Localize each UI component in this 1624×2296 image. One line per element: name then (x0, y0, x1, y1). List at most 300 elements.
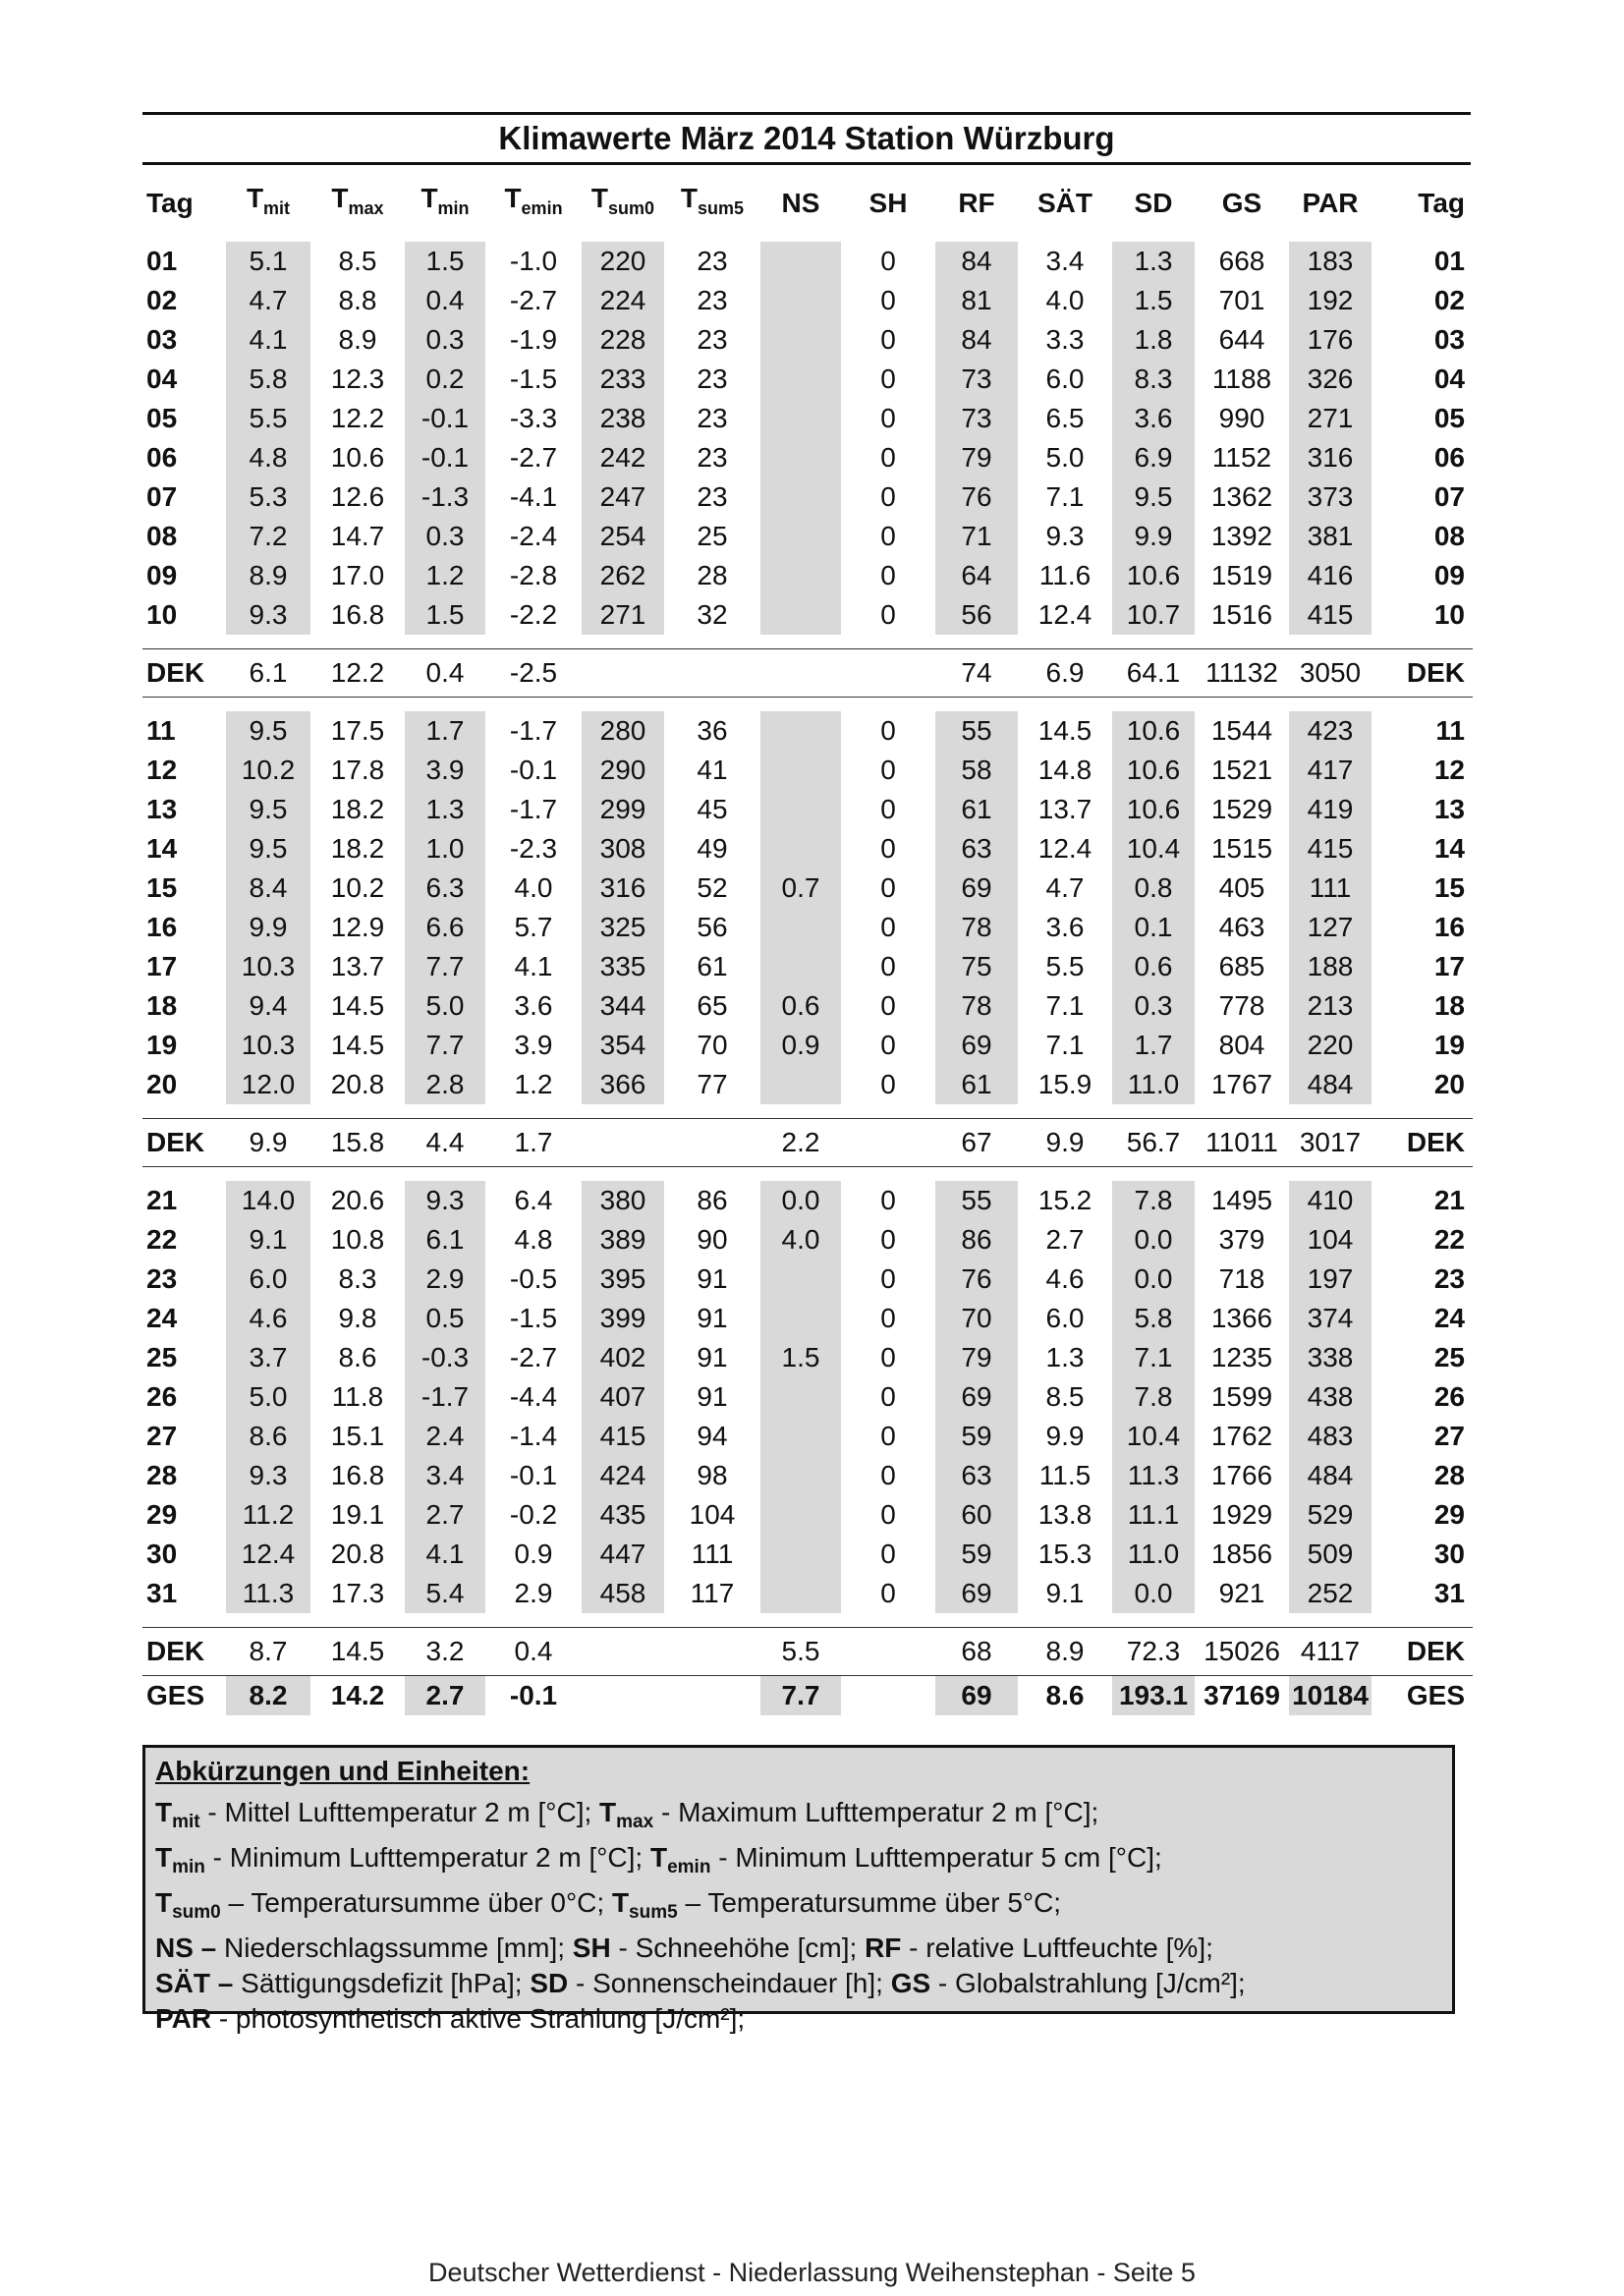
legend-abbreviation (155, 1968, 233, 1998)
cell-tmit: 5.0 (223, 1377, 313, 1417)
cell-tmit: 9.5 (223, 829, 313, 868)
cell-temin: -1.9 (509, 324, 558, 355)
cell-tsum0: 354 (579, 1026, 667, 1065)
cell-tag-right: 13 (1433, 794, 1465, 824)
cell-sh: 0 (880, 833, 896, 864)
cell-tag-right: 28 (1433, 1460, 1465, 1490)
cell-temin: -1.4 (509, 1421, 558, 1451)
cell-sh: 0 (880, 1069, 896, 1099)
cell-tmin: 1.2 (402, 556, 488, 595)
cell-tsum5: 23 (697, 442, 728, 473)
cell-saet: 1.3 (1045, 1342, 1085, 1372)
table-row (142, 281, 1473, 320)
cell-tmit: 9.3 (223, 1456, 313, 1495)
cell-tag: 20 (146, 1069, 178, 1099)
cell-tmax: 9.8 (338, 1303, 377, 1333)
cell-tmax: 17.5 (330, 715, 385, 746)
cell-par: 213 (1286, 986, 1374, 1026)
table-row (142, 438, 1473, 477)
cell-sh: 0 (880, 912, 896, 942)
cell-rf: 84 (932, 242, 1021, 281)
cell-tmin: -0.1 (402, 438, 488, 477)
cell-tag-right: 10 (1433, 599, 1465, 630)
cell-ns (757, 399, 844, 438)
cell-sh (844, 649, 932, 698)
cell-tag-right: 04 (1433, 364, 1465, 394)
cell-gs: 718 (1218, 1263, 1265, 1294)
cell-temin: -3.3 (509, 403, 558, 433)
cell-tmin: -0.3 (402, 1338, 488, 1377)
cell-tsum5: 111 (691, 1539, 734, 1569)
cell-tmit: 9.3 (223, 595, 313, 635)
cell-rf: 63 (932, 829, 1021, 868)
table-row (142, 1574, 1473, 1613)
cell-tsum0: 325 (579, 908, 667, 947)
cell-sd: 6.9 (1109, 438, 1198, 477)
cell-tmax: 14.7 (330, 521, 385, 551)
cell-sd: 0.0 (1109, 1220, 1198, 1260)
cell-temin: -1.5 (509, 1303, 558, 1333)
cell-tmin: 0.4 (425, 657, 465, 688)
cell-par: 381 (1286, 517, 1374, 556)
cell-tmit: 6.1 (249, 657, 288, 688)
cell-tsum5: 32 (697, 599, 728, 630)
cell-tag: 18 (146, 990, 178, 1021)
cell-ns (757, 947, 844, 986)
table-row (142, 1417, 1473, 1456)
table-row (142, 751, 1473, 790)
legend-description: - Schneehöhe [cm]; (610, 1932, 866, 1963)
cell-sh: 0 (880, 442, 896, 473)
cell-tag-right: DEK (1406, 657, 1465, 688)
cell-par: 4117 (1300, 1636, 1361, 1666)
cell-tag: 22 (146, 1224, 178, 1255)
cell-tmax: 20.6 (330, 1185, 385, 1215)
cell-par: 271 (1286, 399, 1374, 438)
cell-ns: 4.0 (757, 1220, 844, 1260)
cell-gs: 685 (1218, 951, 1265, 981)
cell-saet: 11.5 (1038, 1460, 1092, 1490)
header-tsum5-subscript: sum5 (698, 198, 745, 218)
cell-sh: 0 (880, 951, 896, 981)
legend-abbreviation-subscript: sum0 (172, 1902, 221, 1923)
cell-tmin: 2.9 (402, 1260, 488, 1299)
cell-tag: 04 (146, 364, 178, 394)
cell-rf: 73 (932, 360, 1021, 399)
cell-tmax: 12.9 (330, 912, 385, 942)
cell-tsum5: 98 (697, 1460, 728, 1490)
table-row (142, 556, 1473, 595)
header-row (142, 179, 1473, 228)
cell-tmin: 4.4 (425, 1127, 465, 1157)
legend-abbreviation (155, 1797, 200, 1832)
header-tmin-subscript: min (437, 198, 470, 218)
cell-tmit: 8.9 (223, 556, 313, 595)
cell-sh: 0 (880, 1578, 896, 1608)
cell-tsum5: 117 (690, 1578, 735, 1608)
cell-temin: 0.9 (514, 1539, 553, 1569)
cell-sd: 10.6 (1109, 751, 1198, 790)
cell-temin: 6.4 (514, 1185, 553, 1215)
cell-tag-right: 19 (1433, 1030, 1465, 1060)
cell-sh: 0 (880, 521, 896, 551)
legend-description: Sättigungsdefizit [hPa]; (233, 1968, 531, 1998)
cell-tmin: 7.7 (402, 1026, 488, 1065)
cell-par: 3017 (1299, 1127, 1362, 1157)
cell-tmit: 4.7 (223, 281, 313, 320)
cell-ns (757, 1377, 844, 1417)
header-tsum0-label: T (590, 183, 609, 213)
cell-ns: 0.0 (757, 1181, 844, 1220)
cell-gs: 1495 (1210, 1185, 1273, 1215)
legend-abbreviation (599, 1797, 654, 1832)
cell-tsum5: 23 (697, 324, 728, 355)
cell-tsum0: 228 (579, 320, 667, 360)
cell-temin: -0.2 (509, 1499, 558, 1530)
cell-sd: 10.7 (1109, 595, 1198, 635)
header-par-label: PAR (1302, 188, 1359, 218)
header-tmin (402, 179, 488, 228)
cell-sh: 0 (880, 246, 896, 276)
cell-tag: 10 (146, 599, 178, 630)
legend-abbreviation-main: SÄT – (155, 1968, 234, 1998)
section-spacer (142, 698, 1473, 711)
cell-tag: 12 (146, 755, 178, 785)
cell-tag: 24 (146, 1303, 178, 1333)
cell-tmax: 17.8 (330, 755, 385, 785)
cell-tmax: 8.5 (338, 246, 377, 276)
cell-tmin: 3.4 (402, 1456, 488, 1495)
cell-tmit: 14.0 (223, 1181, 313, 1220)
cell-saet: 3.3 (1045, 324, 1085, 355)
cell-tag: GES (146, 1680, 205, 1710)
cell-par: 111 (1286, 868, 1374, 908)
cell-tmax: 18.2 (330, 833, 385, 864)
cell-temin: -1.7 (509, 715, 558, 746)
cell-tag-right: 07 (1433, 481, 1465, 512)
cell-rf: 69 (932, 1377, 1021, 1417)
cell-rf: 69 (932, 868, 1021, 908)
cell-sh: 0 (880, 1539, 896, 1569)
cell-gs: 778 (1218, 990, 1265, 1021)
cell-tag: 29 (146, 1499, 178, 1530)
cell-tsum5: 94 (697, 1421, 728, 1451)
cell-tmit: 8.6 (223, 1417, 313, 1456)
cell-rf: 60 (932, 1495, 1021, 1535)
cell-temin: -0.1 (509, 1680, 558, 1710)
cell-tag: 23 (146, 1263, 178, 1294)
cell-ns: 7.7 (757, 1676, 844, 1715)
cell-gs: 990 (1218, 403, 1265, 433)
cell-tag: 02 (146, 285, 178, 315)
cell-tsum0: 242 (579, 438, 667, 477)
cell-tmax: 17.0 (330, 560, 385, 590)
cell-sh: 0 (880, 794, 896, 824)
cell-rf: 63 (932, 1456, 1021, 1495)
table-row (142, 1181, 1473, 1220)
cell-tmax: 16.8 (330, 1460, 385, 1490)
cell-tmin: 6.1 (402, 1220, 488, 1260)
cell-sd: 5.8 (1109, 1299, 1198, 1338)
cell-tag: 15 (146, 872, 178, 903)
cell-saet: 3.4 (1045, 246, 1085, 276)
cell-tmit: 11.2 (223, 1495, 313, 1535)
cell-tmit: 4.6 (223, 1299, 313, 1338)
legend-description: - Globalstrahlung [J/cm²]; (930, 1968, 1246, 1998)
cell-tsum5: 91 (697, 1381, 728, 1412)
cell-saet: 4.6 (1045, 1263, 1085, 1294)
cell-tsum0: 224 (579, 281, 667, 320)
cell-rf: 71 (932, 517, 1021, 556)
legend-abbreviation (891, 1968, 930, 1998)
cell-tag: 13 (146, 794, 178, 824)
table-row (142, 711, 1473, 751)
legend-abbreviation-main: SD (530, 1968, 569, 1998)
legend-abbreviation-main: RF (865, 1932, 902, 1963)
decade-summary-row (142, 1119, 1473, 1167)
cell-ns (757, 477, 844, 517)
cell-sd: 64.1 (1126, 657, 1181, 688)
cell-tag-right: 21 (1433, 1185, 1465, 1215)
cell-saet: 13.8 (1037, 1499, 1092, 1530)
legend-abbreviation-main: SH (572, 1932, 611, 1963)
cell-sd: 10.6 (1109, 556, 1198, 595)
spacer-cell (142, 635, 1473, 649)
cell-tsum0 (579, 1676, 667, 1715)
cell-rf: 58 (932, 751, 1021, 790)
cell-temin: 0.4 (514, 1636, 553, 1666)
cell-ns: 1.5 (757, 1338, 844, 1377)
cell-tsum0: 424 (579, 1456, 667, 1495)
cell-temin: -2.4 (509, 521, 558, 551)
cell-tsum5 (667, 1628, 757, 1676)
table-row (142, 1026, 1473, 1065)
legend-abbreviation (573, 1932, 611, 1963)
cell-tsum5: 52 (697, 872, 728, 903)
cell-tmax: 8.8 (338, 285, 377, 315)
cell-tag-right: 09 (1433, 560, 1465, 590)
cell-tag-right: 17 (1433, 951, 1465, 981)
cell-tag-right: 18 (1433, 990, 1465, 1021)
spacer-cell (142, 228, 1473, 242)
table-row (142, 908, 1473, 947)
cell-sd: 0.6 (1109, 947, 1198, 986)
cell-tag: 08 (146, 521, 178, 551)
cell-rf: 76 (932, 1260, 1021, 1299)
table-row (142, 790, 1473, 829)
cell-par: 415 (1286, 829, 1374, 868)
cell-tsum0: 290 (579, 751, 667, 790)
legend-description: – Temperatursumme über 0°C; (220, 1887, 612, 1918)
cell-saet: 11.6 (1038, 560, 1092, 590)
cell-tsum5: 91 (697, 1342, 728, 1372)
cell-tsum0: 247 (579, 477, 667, 517)
cell-temin: 1.2 (514, 1069, 553, 1099)
cell-ns: 5.5 (781, 1636, 820, 1666)
cell-saet: 4.7 (1045, 872, 1085, 903)
cell-gs: 1515 (1210, 833, 1273, 864)
cell-tsum0: 335 (579, 947, 667, 986)
cell-tmit: 12.4 (223, 1535, 313, 1574)
cell-tmit: 12.0 (223, 1065, 313, 1104)
header-tmax-subscript: max (348, 198, 384, 218)
cell-sh (844, 1628, 932, 1676)
legend-line (155, 1966, 1442, 2001)
cell-tag-right: 26 (1433, 1381, 1465, 1412)
cell-rf: 81 (932, 281, 1021, 320)
cell-gs: 1529 (1210, 794, 1273, 824)
cell-par: 220 (1286, 1026, 1374, 1065)
cell-saet: 2.7 (1045, 1224, 1085, 1255)
header-tsum5 (667, 179, 757, 228)
cell-temin: 4.1 (514, 951, 553, 981)
cell-tag-right: DEK (1406, 1127, 1465, 1157)
cell-tmit: 9.5 (223, 790, 313, 829)
cell-temin: -1.5 (509, 364, 558, 394)
cell-ns (757, 1417, 844, 1456)
cell-tmax: 15.8 (330, 1127, 385, 1157)
cell-temin: -0.1 (509, 755, 558, 785)
cell-sd: 10.6 (1109, 790, 1198, 829)
header-temin-label: T (504, 183, 522, 213)
cell-tmin: 1.7 (402, 711, 488, 751)
cell-tsum5: 25 (697, 521, 728, 551)
cell-tmin: 6.6 (402, 908, 488, 947)
cell-rf: 70 (932, 1299, 1021, 1338)
cell-tsum0: 254 (579, 517, 667, 556)
cell-tmax: 15.1 (330, 1421, 385, 1451)
cell-tmit: 10.3 (223, 947, 313, 986)
header-tsum0-subscript: sum0 (608, 198, 655, 218)
cell-tag: 17 (146, 951, 178, 981)
cell-tmit: 5.5 (223, 399, 313, 438)
cell-ns (757, 360, 844, 399)
table-row (142, 868, 1473, 908)
cell-tmit: 4.8 (223, 438, 313, 477)
cell-tsum5: 23 (697, 364, 728, 394)
cell-temin: 3.9 (514, 1030, 553, 1060)
cell-tmin: 3.2 (425, 1636, 465, 1666)
cell-gs: 1762 (1210, 1421, 1273, 1451)
spacer-cell (142, 1167, 1473, 1181)
cell-tmax: 10.6 (330, 442, 385, 473)
cell-tag: 09 (146, 560, 178, 590)
cell-ns (757, 790, 844, 829)
cell-tmax: 14.5 (330, 990, 385, 1021)
cell-sh: 0 (880, 872, 896, 903)
cell-tmit: 5.3 (223, 477, 313, 517)
cell-tag-right: 03 (1433, 324, 1465, 355)
cell-tag-right: 29 (1433, 1499, 1465, 1530)
cell-saet: 8.6 (1045, 1680, 1085, 1710)
header-tmin-label: T (420, 183, 438, 213)
cell-tag: 06 (146, 442, 178, 473)
cell-ns (757, 517, 844, 556)
cell-tsum5: 28 (697, 560, 728, 590)
cell-tmin: 3.9 (402, 751, 488, 790)
cell-gs: 405 (1218, 872, 1265, 903)
cell-sh: 0 (880, 403, 896, 433)
cell-tmax: 12.3 (330, 364, 385, 394)
legend-abbreviation-subscript: min (172, 1857, 205, 1877)
cell-rf: 55 (932, 1181, 1021, 1220)
cell-sd: 9.5 (1109, 477, 1198, 517)
cell-temin: 2.9 (514, 1578, 553, 1608)
cell-tag: 11 (146, 715, 176, 746)
cell-sd: 10.4 (1109, 829, 1198, 868)
cell-saet: 14.5 (1037, 715, 1092, 746)
cell-tmax: 13.7 (330, 951, 385, 981)
cell-tmit: 11.3 (223, 1574, 313, 1613)
cell-sd: 3.6 (1109, 399, 1198, 438)
cell-ns (757, 1065, 844, 1104)
cell-ns (757, 1260, 844, 1299)
legend-abbreviation-main: PAR (155, 2003, 212, 2034)
cell-saet: 15.9 (1037, 1069, 1092, 1099)
cell-rf: 69 (932, 1676, 1021, 1715)
cell-gs: 668 (1218, 246, 1265, 276)
cell-temin: -2.5 (509, 657, 558, 688)
cell-tag-right: 22 (1433, 1224, 1465, 1255)
cell-tmin: 5.4 (402, 1574, 488, 1613)
cell-temin: -1.7 (509, 794, 558, 824)
cell-tsum5: 86 (697, 1185, 728, 1215)
cell-tmin: 5.0 (402, 986, 488, 1026)
cell-sd: 10.4 (1109, 1417, 1198, 1456)
cell-sd: 0.8 (1109, 868, 1198, 908)
cell-sd: 0.1 (1109, 908, 1198, 947)
cell-tsum5: 65 (697, 990, 728, 1021)
cell-tmin: 1.3 (402, 790, 488, 829)
cell-temin: -4.1 (509, 481, 558, 512)
legend-abbreviation-main: T (155, 1797, 173, 1827)
cell-tmax: 18.2 (330, 794, 385, 824)
cell-rf: 78 (932, 986, 1021, 1026)
cell-sd: 72.3 (1126, 1636, 1181, 1666)
cell-saet: 8.9 (1045, 1636, 1085, 1666)
cell-sd: 0.3 (1109, 986, 1198, 1026)
cell-par: 252 (1286, 1574, 1374, 1613)
legend-line (155, 1931, 1442, 1966)
cell-par: 192 (1286, 281, 1374, 320)
cell-par: 423 (1286, 711, 1374, 751)
cell-temin: -4.4 (509, 1381, 558, 1412)
cell-par: 373 (1286, 477, 1374, 517)
cell-tag-right: 11 (1435, 715, 1465, 746)
cell-tsum0: 380 (579, 1181, 667, 1220)
cell-tsum5: 90 (697, 1224, 728, 1255)
cell-tsum0: 262 (579, 556, 667, 595)
cell-tag: DEK (146, 1127, 205, 1157)
cell-tmax: 20.8 (330, 1069, 385, 1099)
cell-par: 326 (1286, 360, 1374, 399)
cell-tag-right: 02 (1433, 285, 1465, 315)
cell-par: 416 (1286, 556, 1374, 595)
cell-tsum0: 280 (579, 711, 667, 751)
cell-saet: 9.9 (1045, 1127, 1085, 1157)
header-tmax-label: T (331, 183, 349, 213)
header-tag-label: Tag (146, 188, 194, 218)
cell-sd: 1.8 (1109, 320, 1198, 360)
cell-saet: 7.1 (1045, 481, 1085, 512)
legend-box (142, 1745, 1455, 2034)
cell-tmin: 4.1 (402, 1535, 488, 1574)
cell-par: 509 (1286, 1535, 1374, 1574)
cell-par: 104 (1286, 1220, 1374, 1260)
table-row (142, 517, 1473, 556)
cell-tmit: 5.8 (223, 360, 313, 399)
cell-tmax: 12.2 (330, 657, 385, 688)
